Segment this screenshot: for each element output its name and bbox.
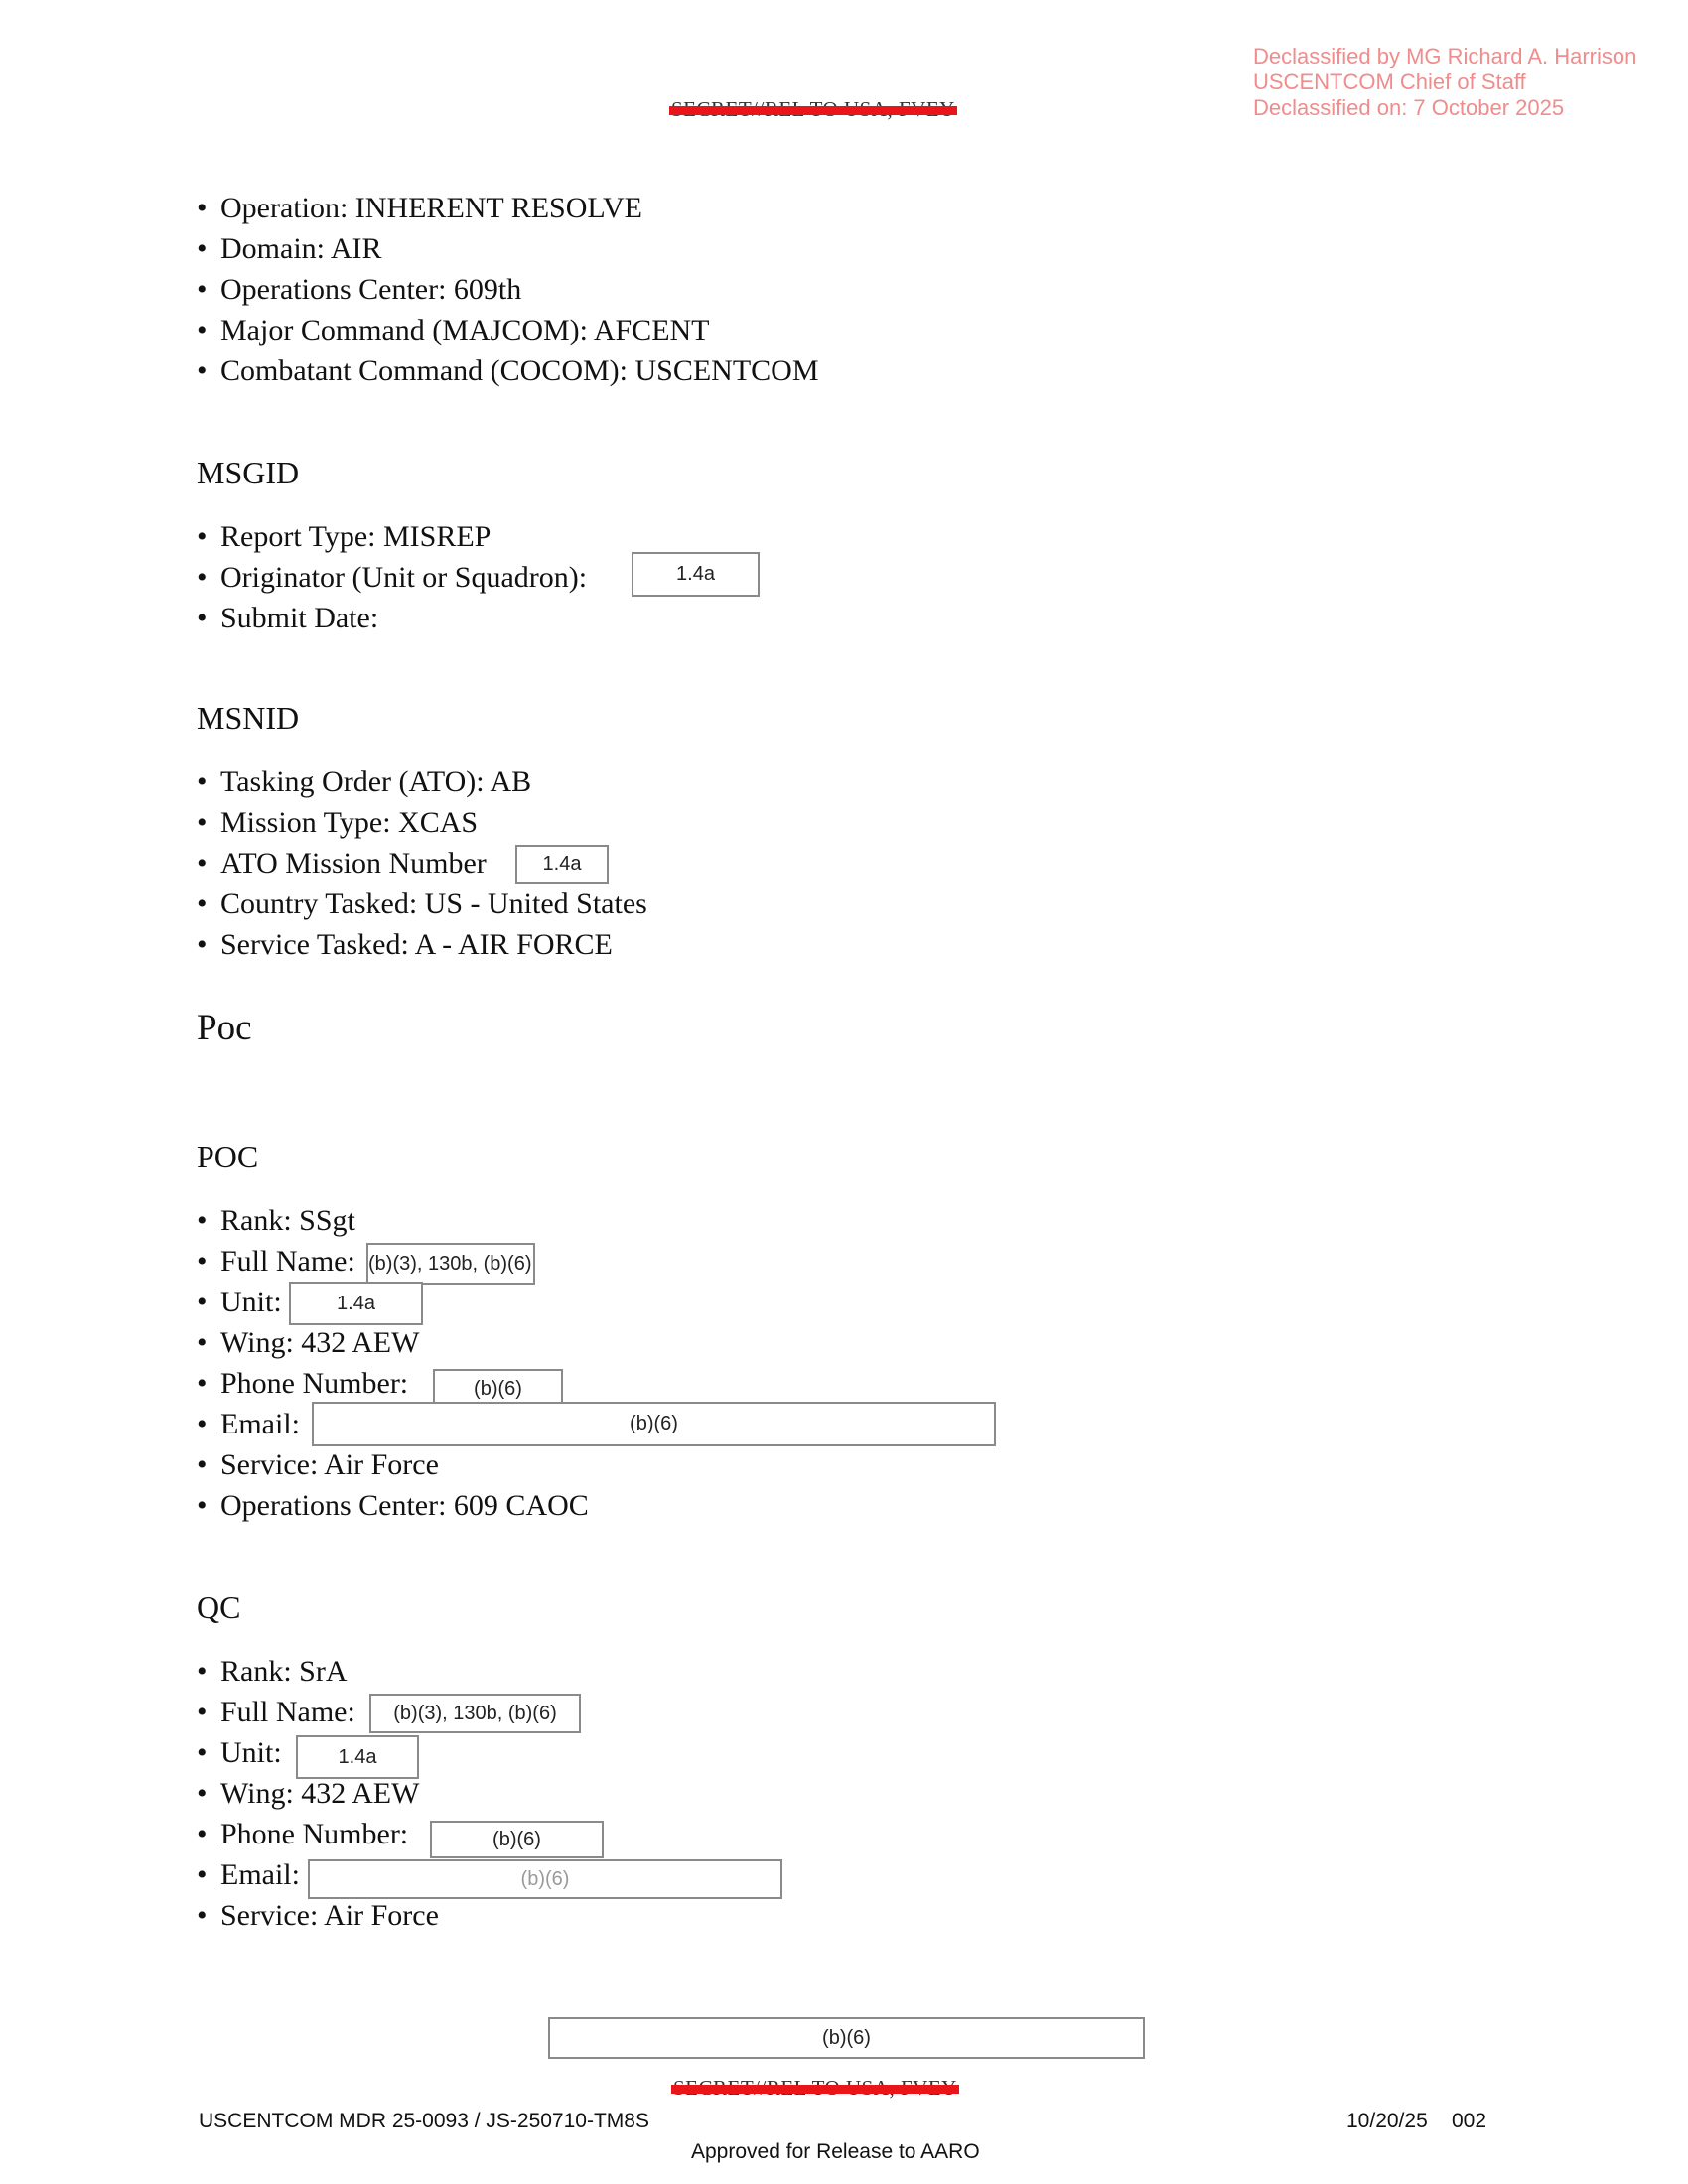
msgid-heading: MSGID <box>197 455 300 490</box>
qc-phone-redaction-box: (b)(6) <box>430 1821 604 1858</box>
declassification-stamp <box>1253 44 1670 121</box>
qc-unit: • Unit: <box>197 1736 282 1769</box>
poc-heading: POC <box>197 1139 259 1174</box>
bullet-tasking-order: • Tasking Order (ATO): AB <box>197 765 532 798</box>
bullet-operation: • Operation: INHERENT RESOLVE <box>197 192 642 224</box>
bullet-operations-center: • Operations Center: 609th <box>197 273 522 306</box>
bullet-report-type: • Report Type: MISREP <box>197 520 492 553</box>
qc-wing: • Wing: 432 AEW <box>197 1777 420 1810</box>
qc-full-name-redaction-box: (b)(3), 130b, (b)(6) <box>369 1694 581 1733</box>
poc-rank: • Rank: SSgt <box>197 1204 355 1237</box>
bullet-domain: • Domain: AIR <box>197 232 382 265</box>
bullet-cocom: • Combatant Command (COCOM): USCENTCOM <box>197 354 819 387</box>
stamp-line-2: USCENTCOM Chief of Staff <box>1253 69 1526 94</box>
poc-phone-number: • Phone Number: <box>197 1367 409 1400</box>
poc-email-redaction-box: (b)(6) <box>312 1402 996 1446</box>
qc-unit-redaction-box: 1.4a <box>296 1735 419 1779</box>
strikethrough-bar <box>669 106 957 115</box>
qc-phone-number: • Phone Number: <box>197 1818 409 1850</box>
footer-release-note: Approved for Release to AARO <box>691 2140 980 2163</box>
bullet-country-tasked: • Country Tasked: US - United States <box>197 887 647 920</box>
stamp-line-3: Declassified on: 7 October 2025 <box>1253 95 1565 120</box>
poc-unit: • Unit: <box>197 1286 282 1318</box>
poc-section-title: Poc <box>197 1008 252 1048</box>
bullet-mission-type: • Mission Type: XCAS <box>197 806 479 839</box>
footer-page-number: 002 <box>1452 2110 1487 2132</box>
bottom-redaction-box: (b)(6) <box>548 2017 1145 2059</box>
poc-wing: • Wing: 432 AEW <box>197 1326 420 1359</box>
bullet-submit-date: • Submit Date: <box>197 602 379 634</box>
poc-unit-redaction-box: 1.4a <box>289 1282 423 1325</box>
poc-phone-redaction-box: (b)(6) <box>433 1369 563 1409</box>
ato-mission-redaction-box: 1.4a <box>515 845 609 884</box>
originator-redaction-box: 1.4a <box>632 552 760 597</box>
top-classification-marking <box>671 97 955 122</box>
footer-case-number: USCENTCOM MDR 25-0093 / JS-250710-TM8S <box>199 2110 649 2132</box>
strikethrough-bar <box>671 2085 959 2094</box>
bullet-ato-mission-number: • ATO Mission Number <box>197 847 487 880</box>
bullet-service-tasked: • Service Tasked: A - AIR FORCE <box>197 928 613 961</box>
footer-date: 10/20/25 <box>1346 2110 1428 2132</box>
msnid-heading: MSNID <box>197 700 300 736</box>
bottom-classification-marking <box>673 2076 957 2101</box>
qc-full-name: • Full Name: <box>197 1696 355 1728</box>
qc-heading: QC <box>197 1589 241 1625</box>
qc-rank: • Rank: SrA <box>197 1655 348 1688</box>
stamp-line-1: Declassified by MG Richard A. Harrison <box>1253 44 1637 68</box>
bullet-majcom: • Major Command (MAJCOM): AFCENT <box>197 314 710 346</box>
qc-email: • Email: <box>197 1858 300 1891</box>
poc-email: • Email: <box>197 1408 300 1440</box>
poc-operations-center: • Operations Center: 609 CAOC <box>197 1489 589 1522</box>
poc-service: • Service: Air Force <box>197 1448 439 1481</box>
qc-email-redaction-box: (b)(6) <box>308 1859 782 1899</box>
poc-full-name: • Full Name: <box>197 1245 355 1278</box>
poc-full-name-redaction-box: (b)(3), 130b, (b)(6) <box>366 1243 535 1285</box>
bullet-originator: • Originator (Unit or Squadron): <box>197 561 588 594</box>
qc-service: • Service: Air Force <box>197 1899 439 1932</box>
